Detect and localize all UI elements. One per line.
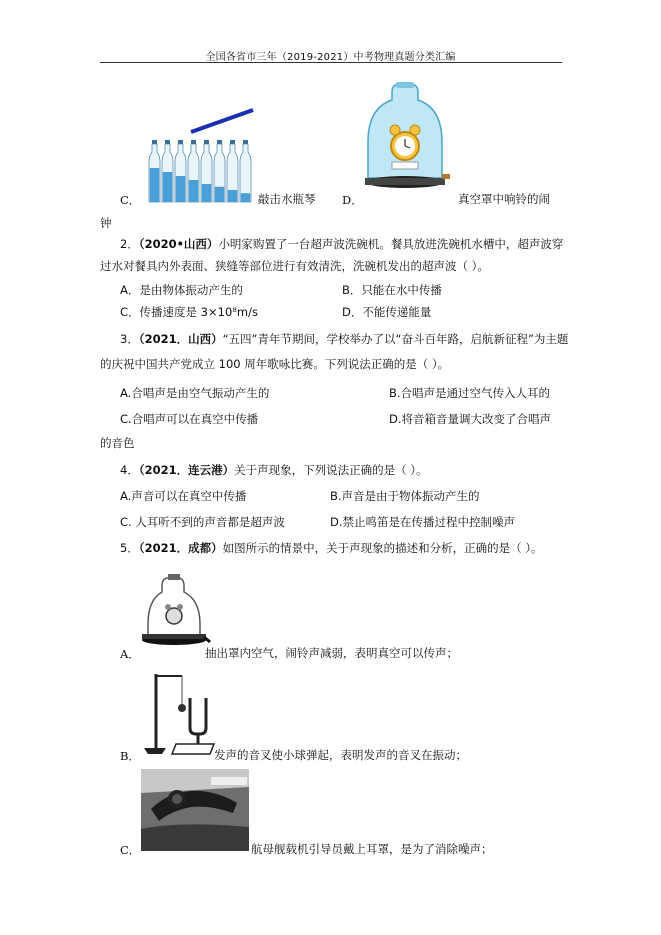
q2-option-a: A．是由物体振动产生的 xyxy=(120,283,243,297)
q4-stem xyxy=(120,462,428,478)
q3-option-d: D.将音箱音量调大改变了合唱声 xyxy=(389,412,552,426)
q1-option-d-text: 真空罩中响铃的闹 xyxy=(458,192,550,206)
q3-stem xyxy=(120,331,568,347)
bottle-cap xyxy=(204,140,209,144)
bottle-cap xyxy=(230,140,235,144)
bell-jar-pump-image xyxy=(140,572,208,648)
q2-option-d: D．不能传递能量 xyxy=(342,305,432,319)
bottle-water xyxy=(176,176,185,202)
water-bottle-xylophone-image xyxy=(145,108,255,206)
q4-source: （2021．连云港） xyxy=(138,463,235,477)
q3-option-b: B.合唱声是通过空气传入人耳的 xyxy=(389,386,551,400)
bottle-water xyxy=(150,168,159,202)
q1-option-c-text: 敲击水瓶琴 xyxy=(258,192,316,206)
q4-option-d: D.禁止鸣笛是在传播过程中控制噪声 xyxy=(330,515,516,529)
bottle-cap xyxy=(243,140,248,144)
tuning-fork-pendulum-image xyxy=(140,668,214,760)
bottle-water xyxy=(163,172,172,202)
q1-option-c-label: C． xyxy=(120,193,141,207)
q5-option-c-label: C． xyxy=(120,843,141,857)
q2-stem-line1: 小明家购置了一台超声波洗碗机。餐具放进洗碗机水槽中，超声波穿 xyxy=(218,237,564,251)
bottle-water xyxy=(202,184,211,202)
q2-stem xyxy=(120,236,563,252)
q5-option-b-text: 发声的音叉使小球弹起，表明发声的音叉在振动； xyxy=(214,748,467,762)
q3-option-c: C.合唱声可以在真空中传播 xyxy=(120,412,259,426)
bell-jar-alarm-clock-image xyxy=(362,82,450,194)
q1-option-d-label: D． xyxy=(342,193,363,207)
q2-option-c: C．传播速度是 3×10⁸m/s xyxy=(120,305,258,319)
carrier-deck-crewman-image xyxy=(141,769,249,851)
q4-stem-text: 关于声现象，下列说法正确的是（ ）。 xyxy=(234,463,428,477)
page-header: 全国各省市三年（2019-2021）中考物理真题分类汇编 xyxy=(205,52,456,63)
q2-stem-line2: 过水对餐具内外表面、狭缝等部位进行有效清洗，洗碗机发出的超声波（ ）。 xyxy=(100,259,489,273)
q5-option-b-label: B． xyxy=(120,749,140,763)
q2-number: 2． xyxy=(120,237,139,251)
bottle-cap xyxy=(191,140,196,144)
q3-option-a: A.合唱声是由空气振动产生的 xyxy=(120,386,270,400)
q3-option-d-cont: 的音色 xyxy=(100,436,135,450)
q4-number: 4． xyxy=(120,463,139,477)
q5-option-a-label: A． xyxy=(120,647,140,661)
bottle-cap xyxy=(178,140,183,144)
q3-stem-line1: “五四”青年节期间，学校举办了以“奋斗百年路，启航新征程”为主题 xyxy=(222,332,569,346)
bottle-cap xyxy=(217,140,222,144)
bottle-cap xyxy=(152,140,157,144)
bottle-cap xyxy=(165,140,170,144)
q3-source: （2021．山西） xyxy=(138,332,223,346)
q5-source: （2021．成都） xyxy=(138,541,223,555)
q4-option-a: A.声音可以在真空中传播 xyxy=(120,489,247,503)
q5-option-c-text: 航母舰载机引导员戴上耳罩，是为了消除噪声； xyxy=(251,842,493,856)
q5-option-a-text: 抽出罩内空气，闹铃声减弱，表明真空可以传声； xyxy=(205,646,458,660)
header-rule xyxy=(100,62,562,63)
bottle-water xyxy=(241,193,250,202)
q2-source: （2020•山西） xyxy=(138,237,219,251)
q5-stem xyxy=(120,540,543,556)
bottle-water xyxy=(215,187,224,202)
q1-option-d-text-cont: 钟 xyxy=(100,216,112,230)
q3-stem-line2: 的庆祝中国共产党成立 100 周年歌咏比赛。下列说法正确的是（ ）。 xyxy=(100,357,450,371)
q4-option-c: C. 人耳听不到的声音都是超声波 xyxy=(120,515,285,529)
q4-option-b: B.声音是由于物体振动产生的 xyxy=(330,489,480,503)
q3-number: 3． xyxy=(120,332,139,346)
bottle-water xyxy=(228,190,237,202)
bottle-water xyxy=(189,180,198,202)
q2-option-b: B．只能在水中传播 xyxy=(342,283,442,297)
q5-stem-text: 如图所示的情景中，关于声现象的描述和分析，正确的是（ ）。 xyxy=(222,541,543,555)
q5-number: 5． xyxy=(120,541,139,555)
